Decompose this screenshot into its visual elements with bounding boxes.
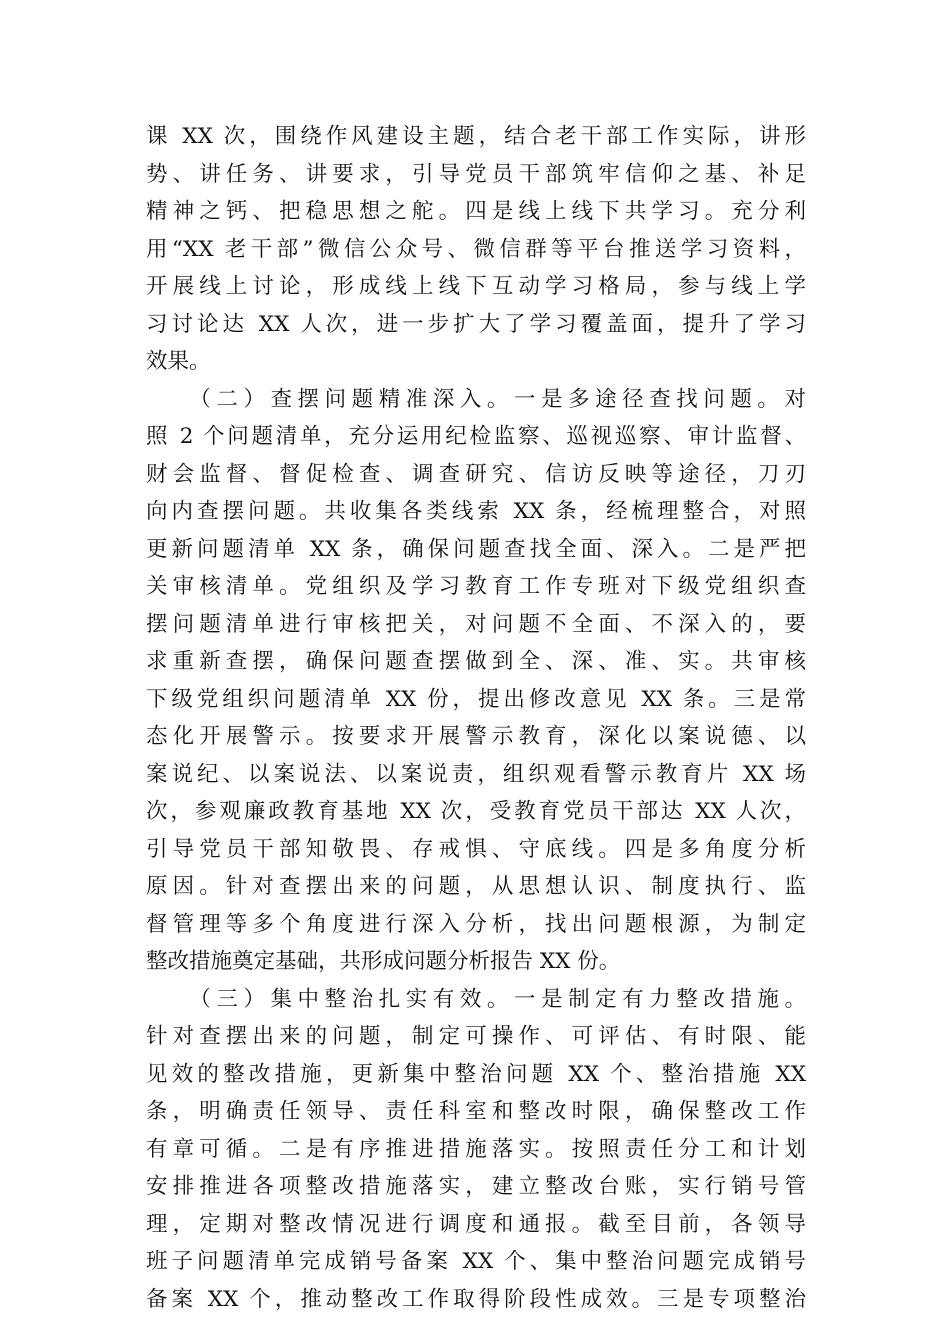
text-line: 摆问题清单进行审核把关，对问题不全面、不深入的，要 bbox=[146, 611, 806, 637]
text-line: 案说纪、以案说法、以案说责，组织观看警示教育片 XX 场 bbox=[146, 761, 806, 787]
section-heading-line: （三）集中整治扎实有效。一是制定有力整改措施。 bbox=[146, 986, 806, 1012]
text-line: 开展线上讨论，形成线上线下互动学习格局，参与线上学 bbox=[146, 274, 806, 299]
text-line: 督管理等多个角度进行深入分析，找出问题根源，为制定 bbox=[146, 911, 806, 937]
text-line: 见效的整改措施，更新集中整治问题 XX 个、整治措施 XX bbox=[146, 1061, 806, 1087]
text-line: 下级党组织问题清单 XX 份，提出修改意见 XX 条。三是常 bbox=[146, 686, 806, 712]
text-line: 财会监督、督促检查、调查研究、信访反映等途径，刀刃 bbox=[146, 461, 806, 487]
text-line: 更新问题清单 XX 条，确保问题查找全面、深入。二是严把 bbox=[146, 536, 806, 562]
text-line: 原因。针对查摆出来的问题，从思想认识、制度执行、监 bbox=[146, 874, 806, 899]
text-line: 用“XX 老干部”微信公众号、微信群等平台推送学习资料， bbox=[146, 236, 806, 262]
text-line: 次，参观廉政教育基地 XX 次，受教育党员干部达 XX 人次， bbox=[146, 799, 806, 824]
text-line: 引导党员干部知敬畏、存戒惧、守底线。四是多角度分析 bbox=[146, 836, 806, 862]
text-line: 条，明确责任领导、责任科室和整改时限，确保整改工作 bbox=[146, 1099, 806, 1124]
text-line: 班子问题清单完成销号备案 XX 个、集中整治问题完成销号 bbox=[146, 1249, 806, 1274]
text-line: 整改措施奠定基础，共形成问题分析报告 XX 份。 bbox=[146, 949, 621, 974]
text-line: 有章可循。二是有序推进措施落实。按照责任分工和计划 bbox=[146, 1136, 806, 1162]
text-line: 课 XX 次，围绕作风建设主题，结合老干部工作实际，讲形 bbox=[146, 124, 806, 149]
text-line: 势、讲任务、讲要求，引导党员干部筑牢信仰之基、补足 bbox=[146, 161, 806, 187]
text-line: 关审核清单。党组织及学习教育工作专班对下级党组织查 bbox=[146, 574, 806, 599]
text-line: 理，定期对整改情况进行调度和通报。截至目前，各领导 bbox=[146, 1211, 806, 1237]
text-line: 备案 XX 个，推动整改工作取得阶段性成效。三是专项整治 bbox=[146, 1286, 806, 1312]
section-heading-line: （二）查摆问题精准深入。一是多途径查找问题。对 bbox=[146, 386, 806, 412]
text-line: 习讨论达 XX 人次，进一步扩大了学习覆盖面，提升了学习 bbox=[146, 311, 806, 337]
text-line: 针对查摆出来的问题，制定可操作、可评估、有时限、能 bbox=[146, 1024, 806, 1049]
body-text bbox=[146, 118, 806, 1318]
text-line: 效果。 bbox=[146, 349, 211, 374]
text-line: 照 2 个问题清单，充分运用纪检监察、巡视巡察、审计监督、 bbox=[146, 424, 806, 449]
text-line: 精神之钙、把稳思想之舵。四是线上线下共学习。充分利 bbox=[146, 199, 806, 224]
text-line: 安排推进各项整改措施落实，建立整改台账，实行销号管 bbox=[146, 1174, 806, 1199]
text-line: 求重新查摆，确保问题查摆做到全、深、准、实。共审核 bbox=[146, 649, 806, 674]
text-line: 向内查摆问题。共收集各类线索 XX 条，经梳理整合，对照 bbox=[146, 499, 806, 524]
text-line: 态化开展警示。按要求开展警示教育，深化以案说德、以 bbox=[146, 724, 806, 749]
